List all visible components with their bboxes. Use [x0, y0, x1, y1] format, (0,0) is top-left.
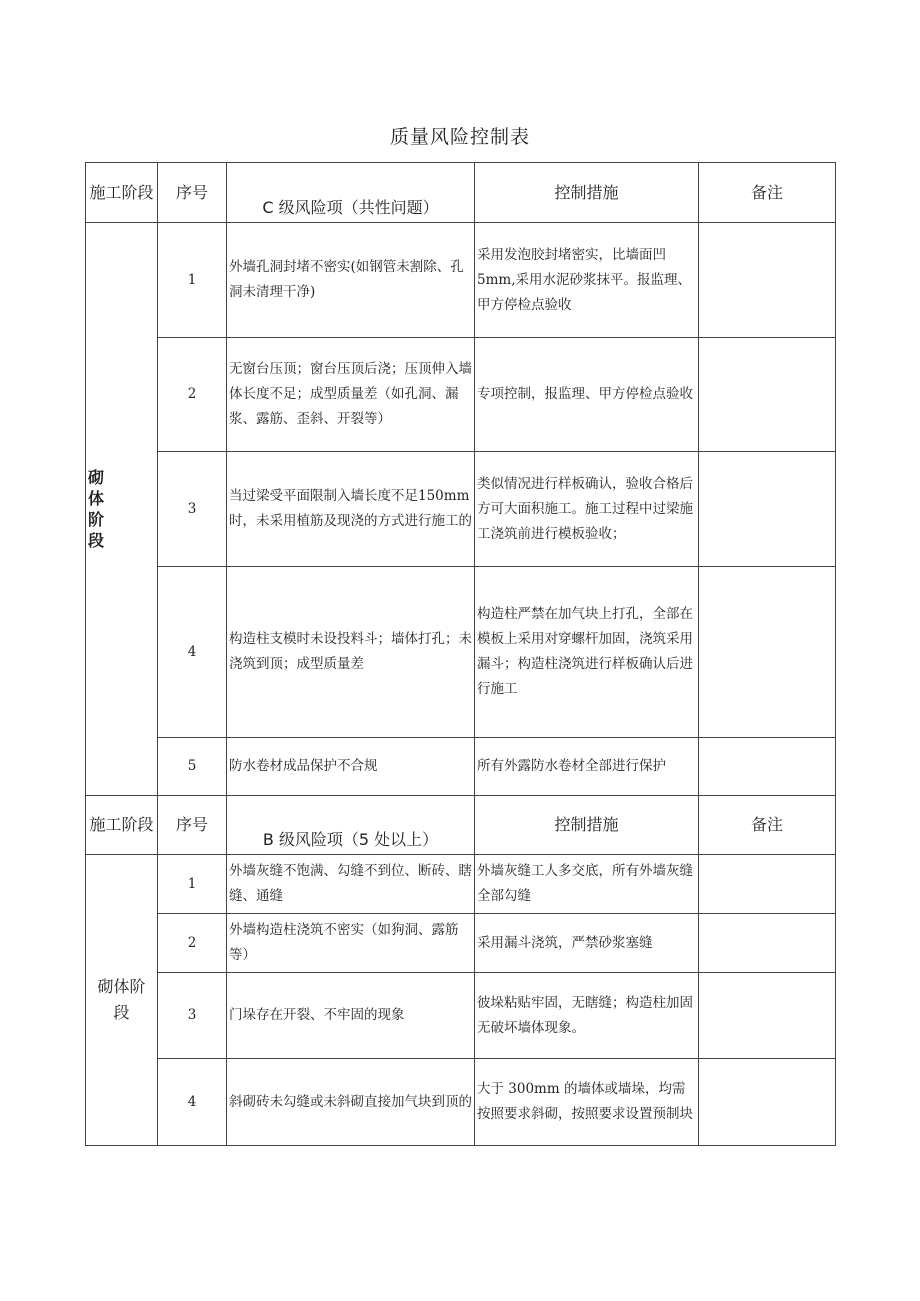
quality-risk-table: [85, 162, 836, 1146]
table-row: [86, 973, 836, 1059]
remark: [699, 973, 836, 1059]
remark: [699, 1059, 836, 1146]
risk-item: 外墙灰缝不饱满、勾缝不到位、断砖、瞎缝、通缝: [227, 855, 475, 914]
control-measure: 专项控制，报监理、甲方停检点验收: [475, 338, 699, 452]
stage-cell-c: 砌体阶段: [86, 223, 158, 796]
risk-item: 当过梁受平面限制入墙长度不足150mm时，未采用植筋及现浇的方式进行施工的: [227, 452, 475, 567]
header-no: 序号: [158, 163, 227, 223]
row-no: 2: [158, 338, 227, 452]
row-no: 3: [158, 973, 227, 1059]
risk-item: 防水卷材成品保护不合规: [227, 738, 475, 796]
header-no: 序号: [158, 796, 227, 855]
header-risk-item-b: B 级风险项（5 处以上）: [227, 796, 475, 855]
table-row: [86, 338, 836, 452]
control-measure: 彼垛粘贴牢固，无瞎缝；构造柱加固无破坏墙体现象。: [475, 973, 699, 1059]
row-no: 1: [158, 855, 227, 914]
control-measure: 类似情况进行样板确认，验收合格后方可大面积施工。施工过程中过梁施工浇筑前进行模板验收；: [475, 452, 699, 567]
row-no: 3: [158, 452, 227, 567]
table-row: [86, 1059, 836, 1146]
stage-cell-b: 砌体阶段: [86, 855, 158, 1146]
remark: [699, 223, 836, 338]
table-row: [86, 738, 836, 796]
header-measure: 控制措施: [475, 163, 699, 223]
header-risk-item-c: C 级风险项（共性问题）: [227, 163, 475, 223]
risk-item: 外墙构造柱浇筑不密实（如狗洞、露筋等）: [227, 914, 475, 973]
header-measure: 控制措施: [475, 796, 699, 855]
section-b-header-row: [86, 796, 836, 855]
table-row: [86, 223, 836, 338]
risk-item: 外墙孔洞封堵不密实(如钢管未割除、孔洞未清理干净): [227, 223, 475, 338]
remark: [699, 738, 836, 796]
remark: [699, 338, 836, 452]
header-stage: 施工阶段: [86, 163, 158, 223]
control-measure: 采用漏斗浇筑，严禁砂浆塞缝: [475, 914, 699, 973]
row-no: 2: [158, 914, 227, 973]
risk-item: 门垛存在开裂、不牢固的现象: [227, 973, 475, 1059]
control-measure: 大于 300mm 的墙体或墙垛，均需按照要求斜砌，按照要求设置预制块: [475, 1059, 699, 1146]
row-no: 4: [158, 567, 227, 738]
control-measure: 采用发泡胶封堵密实，比墙面凹5mm,采用水泥砂浆抹平。报监理、甲方停检点验收: [475, 223, 699, 338]
risk-item: 构造柱支模时未设投料斗；墙体打孔；未浇筑到顶；成型质量差: [227, 567, 475, 738]
remark: [699, 567, 836, 738]
remark: [699, 452, 836, 567]
table-row: [86, 855, 836, 914]
risk-item: 无窗台压顶；窗台压顶后浇；压顶伸入墙体长度不足；成型质量差（如孔洞、漏浆、露筋、歪斜、开裂等）: [227, 338, 475, 452]
control-measure: 所有外露防水卷材全部进行保护: [475, 738, 699, 796]
header-remark: 备注: [699, 163, 836, 223]
page-title: 质量风险控制表: [389, 126, 530, 148]
section-c-header-row: [86, 163, 836, 223]
risk-item: 斜砌砖未勾缝或未斜砌直接加气块到顶的: [227, 1059, 475, 1146]
remark: [699, 914, 836, 973]
table-row: [86, 452, 836, 567]
control-measure: 构造柱严禁在加气块上打孔，全部在模板上采用对穿螺杆加固，浇筑采用漏斗；构造柱浇筑进行样板确认后进行施工: [475, 567, 699, 738]
row-no: 4: [158, 1059, 227, 1146]
row-no: 1: [158, 223, 227, 338]
remark: [699, 855, 836, 914]
header-remark: 备注: [699, 796, 836, 855]
row-no: 5: [158, 738, 227, 796]
table-row: [86, 567, 836, 738]
control-measure: 外墙灰缝工人多交底，所有外墙灰缝全部勾缝: [475, 855, 699, 914]
table-row: [86, 914, 836, 973]
header-stage: 施工阶段: [86, 796, 158, 855]
